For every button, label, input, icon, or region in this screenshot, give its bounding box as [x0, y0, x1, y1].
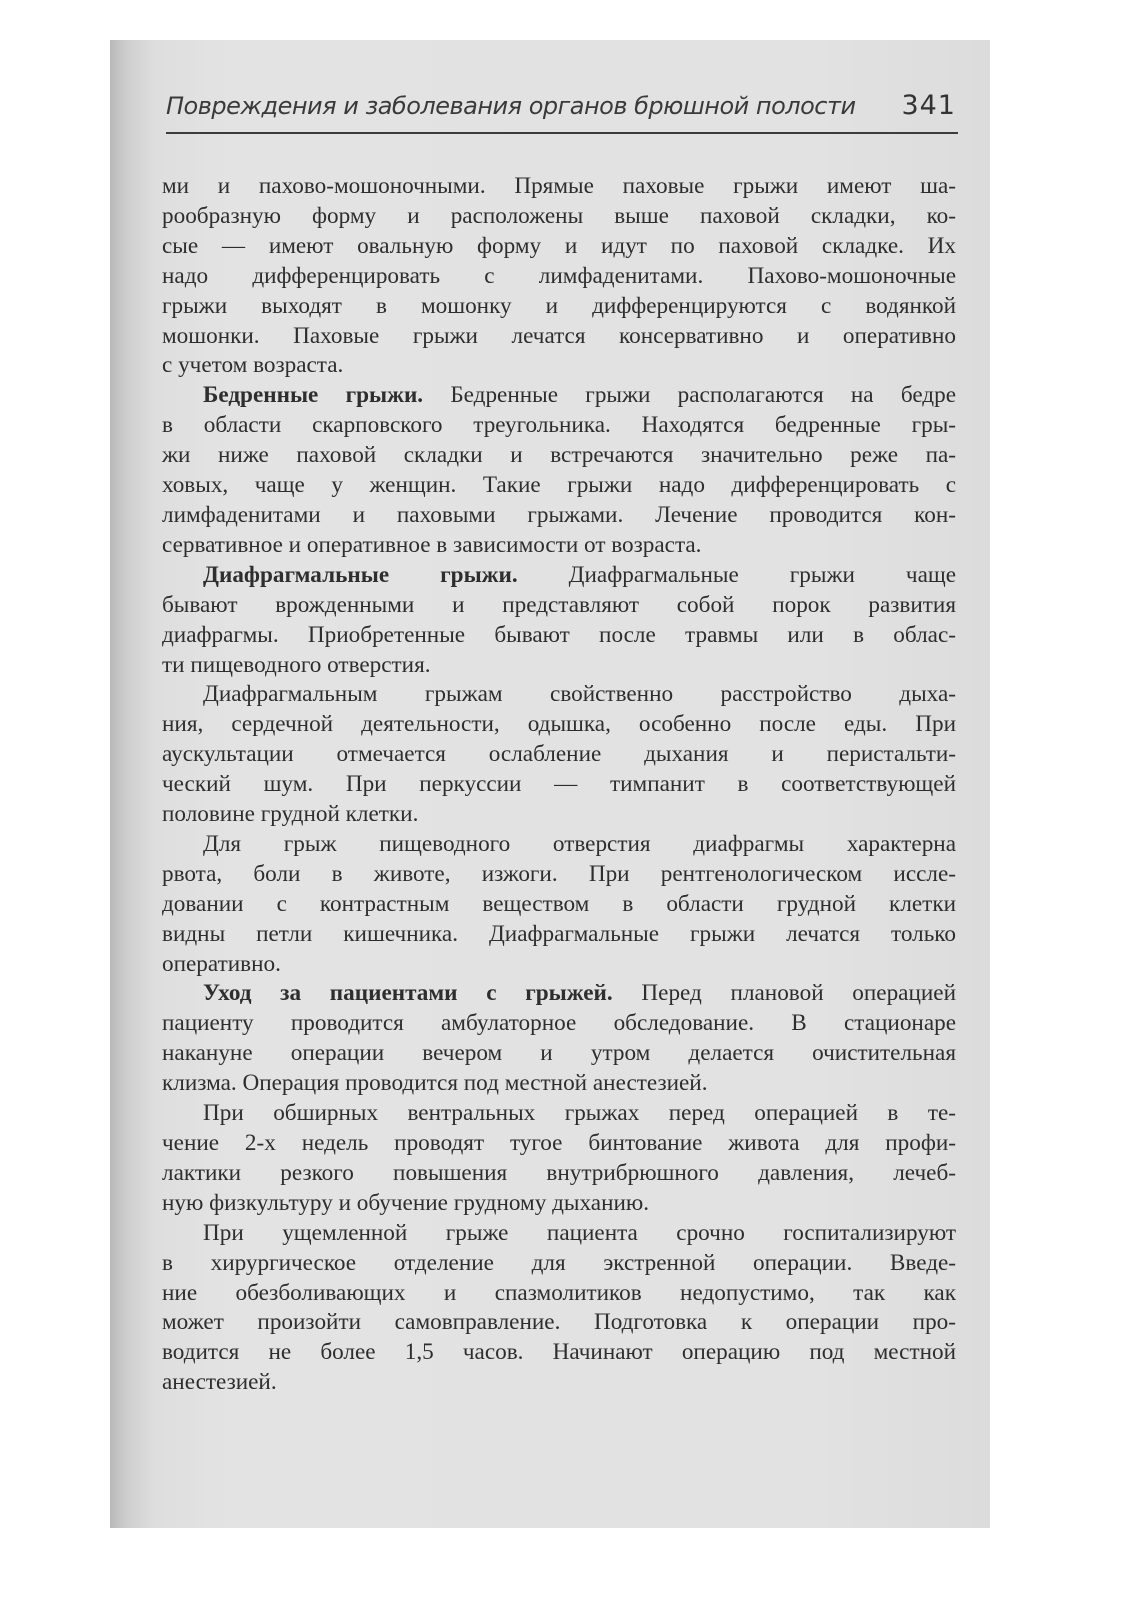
text-line: лимфаденитами и паховыми грыжами. Лечение проводится кон- — [162, 501, 956, 528]
text-line: накануне операции вечером и утром делается очистительная — [162, 1040, 956, 1067]
text-line: может произойти самовправление. Подготовка к операции про- — [162, 1309, 956, 1336]
paragraph — [162, 561, 956, 681]
text-line: сервативное и оперативное в зависимости от возраста. — [162, 531, 702, 558]
section-run-in-heading: Бедренные грыжи. — [203, 382, 424, 409]
text-line: аускультации отмечается ослабление дыхания и перистальти- — [162, 741, 956, 768]
text-line: надо дифференцировать с лимфаденитами. Пахово-мошоночные — [162, 262, 956, 289]
text-line: Диафрагмальным грыжам свойственно расстройство дыха- — [203, 681, 956, 708]
paragraph — [162, 830, 956, 980]
text-line — [162, 381, 956, 411]
text-line: в хирургическое отделение для экстренной операции. Введе- — [162, 1249, 956, 1276]
paragraph — [162, 1099, 956, 1219]
text-line: довании с контрастным веществом в области грудной клетки — [162, 890, 956, 917]
text-line: половине грудной клетки. — [162, 801, 419, 828]
text-line — [162, 561, 956, 591]
text-line: ческий шум. При перкуссии — тимпанит в соответствующей — [162, 771, 956, 798]
text-line: рвота, боли в животе, изжоги. При рентгенологическом иссле- — [162, 860, 956, 887]
paragraph — [162, 172, 956, 381]
text-line: грыжи выходят в мошонку и дифференцируются с водянкой — [162, 292, 956, 319]
text-line — [162, 979, 956, 1009]
text-line: При обширных вентральных грыжах перед операцией в те- — [203, 1100, 956, 1127]
text-line: водится не более 1,5 часов. Начинают операцию под местной — [162, 1339, 956, 1366]
text-line: Для грыж пищеводного отверстия диафрагмы характерна — [203, 830, 956, 857]
section-run-in-heading: Уход за пациентами с грыжей. — [203, 980, 613, 1007]
text-line: клизма. Операция проводится под местной анестезией. — [162, 1070, 708, 1097]
running-header — [166, 92, 958, 134]
text-line: оперативно. — [162, 950, 281, 977]
header-title: Повреждения и заболевания органов брюшной полости — [166, 92, 856, 120]
text-line: ние обезболивающих и спазмолитиков недопустимо, так как — [162, 1279, 956, 1306]
text-line: ния, сердечной деятельности, одышка, особенно после еды. При — [162, 711, 956, 738]
text-fragment: Перед плановой операцией — [612, 980, 956, 1007]
paragraph — [162, 381, 956, 560]
page-number: 341 — [901, 90, 956, 121]
text-line: ховых, чаще у женщин. Такие грыжи надо дифференцировать с — [162, 472, 956, 499]
text-line: жи ниже паховой складки и встречаются значительно реже па- — [162, 442, 956, 469]
text-line: При ущемленной грыже пациента срочно госпитализируют — [203, 1219, 956, 1246]
paragraph — [162, 680, 956, 830]
text-line: рообразную форму и расположены выше паховой складки, ко- — [162, 202, 956, 229]
paragraph — [162, 1219, 956, 1398]
text-fragment: Диафрагмальные грыжи чаще — [517, 561, 957, 588]
text-line: пациенту проводится амбулаторное обследование. В стационаре — [162, 1010, 956, 1037]
text-line: мошонки. Паховые грыжи лечатся консервативно и оперативно — [162, 322, 956, 349]
text-line: видны петли кишечника. Диафрагмальные грыжи лечатся только — [162, 920, 956, 947]
paragraph — [162, 979, 956, 1099]
text-line: в области скарповского треугольника. Находятся бедренные гры- — [162, 412, 956, 439]
text-line: ную физкультуру и обучение грудному дыханию. — [162, 1189, 650, 1216]
text-line: чение 2-х недель проводят тугое бинтование живота для профи- — [162, 1130, 956, 1156]
book-page — [110, 40, 990, 1528]
text-line: ми и пахово-мошоночными. Прямые паховые грыжи имеют ша- — [162, 173, 956, 199]
text-fragment: Бедренные грыжи располагаются на бедре — [423, 382, 956, 409]
text-line: ти пищеводного отверстия. — [162, 651, 431, 678]
text-line: лактики резкого повышения внутрибрюшного давления, лечеб- — [162, 1159, 956, 1186]
text-line: бывают врожденными и представляют собой порок развития — [162, 591, 956, 618]
section-run-in-heading: Диафрагмальные грыжи. — [203, 561, 518, 588]
body-text — [162, 172, 956, 1398]
text-line: анестезией. — [162, 1369, 277, 1396]
text-line: диафрагмы. Приобретенные бывают после травмы или в облас- — [162, 621, 956, 648]
text-line: сые — имеют овальную форму и идут по паховой складке. Их — [162, 232, 956, 259]
text-line: с учетом возраста. — [162, 352, 344, 379]
